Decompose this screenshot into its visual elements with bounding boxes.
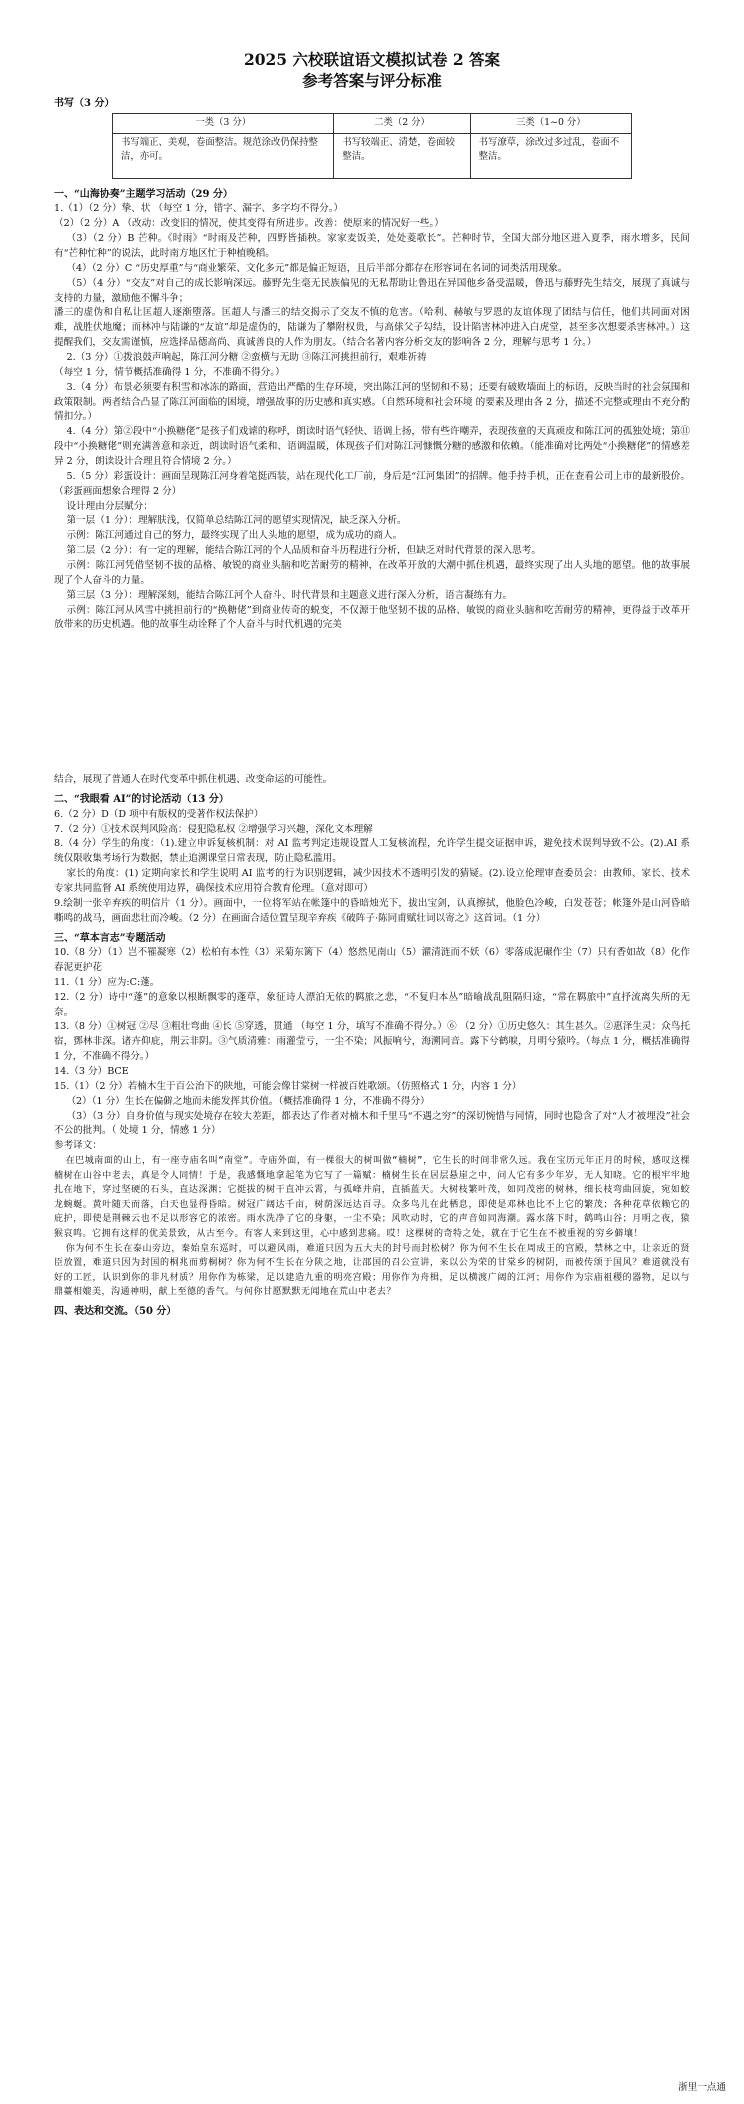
answer-paragraph: 第二层（2 分）：有一定的理解，能结合陈江河的个人品质和奋斗历程进行分析，但缺乏对时代背景的深入思考。 bbox=[66, 545, 541, 557]
answer-paragraph: 8.（4 分）学生的角度：（1).建立申诉复核机制：对 AI 监考判定违规设置人工复核流程，允许学生提交证据申诉，避免技术误判导致不公。(2).AI 系统仅限收集考场行为数据，禁止追溯课堂日常表现，防止隐私滥用。 bbox=[54, 838, 690, 865]
answer-paragraph: （3）（2 分）B 芒种。《时雨》“时雨及芒种，四野皆插秧。家家麦饭美，处处菱歌长”。芒种时节，全国大部分地区进入夏季，雨水增多，民间有“芒种忙种”的说法，此时南方地区忙于种植晚稻。 bbox=[54, 233, 690, 259]
answer-paragraph: 12.（2 分）诗中“蓬”的意象以根断飘零的蓬草，象征诗人漂泊无依的羁旅之悲，“不复归本丛”暗喻战乱阻隔归途，“常在羁旅中”直抒流离失所的无奈。 bbox=[54, 991, 690, 1018]
handwriting-col-2: 二类（2 分） bbox=[334, 114, 470, 134]
footer-watermark-label: 浙里一点通 bbox=[678, 2082, 726, 2094]
answer-paragraph: 6.（2 分）D（D 项中有版权的受著作权法保护） bbox=[54, 808, 264, 820]
answer-paragraph: 第一层（1 分）：理解肤浅，仅简单总结陈江河的愿望实现情况，缺乏深入分析。 bbox=[66, 515, 407, 527]
section-heading: 一、“山海协奏”主题学习活动（29 分） bbox=[54, 188, 233, 200]
section-heading: 三、“草本言志”专题活动 bbox=[54, 932, 166, 944]
answer-paragraph: （5）（4 分）“交友”对自己的成长影响深远。藤野先生毫无民族偏见的无私帮助让鲁迅在异国他乡备受温暖，鲁迅与藤野先生结交，展现了真诚与支持的力量，激励他不懈斗争； bbox=[54, 277, 690, 304]
answer-paragraph: 在巴城南面的山上，有一座寺庙名叫“南堂”。寺庙外面，有一棵很大的树叫做“楠树”，它生长的时间非常久远。我在宝历元年正月的时候，感叹这棵楠树在山谷中老去，真是令人同情！于是，我感慨地拿起笔为它写了一篇赋：楠树生长在居层悬崖之中，问人它有多少年岁，无人知晓。它的根牢牢地扎在地下，穿过坚硬的石头，直达深渊；它挺拔的树干直冲云霄，与孤峰并肩，直插蓝天。大树枝繁叶茂，如同茂密的树林，细长枝弯曲回旋，宛如蛟龙蜿蜒。黄叶随天而落，白天也显得昏暗。树冠广阔达千亩，树荫深远达百寻。众多鸟儿在此栖息，即使是邓林也比不上它的繁茂；各种花草依赖它的庇护，即使是荆棘云也不足以形容它的浓密。雨水洗净了它的身躯，一尘不染；风吹动时，它的声音如同海潮。露水落下时，鹤鸣山谷；月明之夜，猿猴哀鸣。它拥有这样的优美景致，从古至今。有客人来到这里，心中感到悲痛。哎！这棵树的奇特之处，就在于它生在不被重视的穷乡僻壤！ bbox=[54, 1156, 690, 1239]
page-subtitle: 参考答案与评分标准 bbox=[302, 70, 442, 90]
answer-paragraph: （2）（2 分）A （改动：改变旧的情况，使其变得有所进步。改善：使原来的情况好一些。） bbox=[54, 218, 444, 230]
answer-paragraph: 参考译文： bbox=[54, 1140, 102, 1152]
answer-paragraph: （3）（3 分）自身价值与现实处境存在较大差距，都表达了作者对楠木和千里马“不遇之穷”的深切惋惜与同情，同时也隐含了对“人才被埋没”社会不公的批判。（ 处境 1 分，情感 1 分） bbox=[54, 1110, 690, 1137]
answer-paragraph: （每空 1 分，情节概括准确得 1 分，不准确不得分。） bbox=[54, 366, 285, 378]
answer-paragraph: 示例：陈江河从风雪中挑担前行的“换糖佬”到商业传奇的蜕变，不仅源于他坚韧不拔的品格、敏锐的商业头脑和吃苦耐劳的精神，更得益于改革开放带来的历史机遇。他的故事生动诠释了个人奋斗与时代机遇的完美 bbox=[54, 604, 690, 631]
answer-paragraph: 10.（8 分）（1）岂不罹凝寒（2）松柏有本性（3）采菊东篱下（4）悠然见南山（5）濯清涟而不妖（6）零落成泥碾作尘（7）只有香如故（8）化作春泥更护花 bbox=[54, 947, 690, 973]
answer-paragraph: （4）（2 分）C “历史厚重”与“商业繁荣、文化多元”都是偏正短语，且后半部分都存在形容词在名词的词类活用现象。 bbox=[66, 262, 568, 274]
handwriting-label: 书写（3 分） bbox=[54, 97, 115, 109]
answer-paragraph: 示例：陈江河凭借坚韧不拔的品格、敏锐的商业头脑和吃苦耐劳的精神，在改革开放的大潮中抓住机遇，最终实现了出人头地的愿望。他的故事展现了个人奋斗的力量。 bbox=[54, 560, 690, 586]
answer-paragraph: 潘三的虚伪和自私让匡超人逐渐堕落。匡超人与潘三的结交揭示了交友不慎的危害。（哈利、赫敏与罗恩的友谊体现了团结与信任，他们共同面对困难，战胜伏地魔；而林冲与陆谦的“友谊”却是虚伪的，陆谦为了攀附权贵，与高俅父子勾结，设计陷害林冲进入白虎堂，甚至多次想要杀害林冲。）这提醒我们，交友需谨慎，应选择品德高尚、真诚善良的人作为朋友。（结合名著内容分析交友的影响各 2 分，理解与思考 1 分。） bbox=[54, 307, 690, 349]
blank-space bbox=[54, 633, 690, 773]
answer-body bbox=[54, 187, 690, 1319]
answer-paragraph: 11.（1 分）应为:C:蓬。 bbox=[54, 976, 160, 988]
answer-paragraph: 5.（5 分）彩蛋设计：画面呈现陈江河身着笔挺西装，站在现代化工厂前，身后是“江河集团”的招牌。他手持手机，正在查看公司上市的最新股价。（彩蛋画面想象合理得 2 分） bbox=[54, 470, 690, 497]
answer-paragraph: 15.（1）（2 分）若楠木生于百公治下的陕地，可能会像甘棠树一样被百姓歌颂。（仿照格式 1 分，内容 1 分） bbox=[54, 1080, 522, 1092]
answer-paragraph: 4.（4 分）第②段中“小换糖佬”是孩子们戏谑的称呼，朗读时语气轻快、语调上扬，带有些许嘲弄，表现孩童的天真顽皮和陈江河的孤独处境；第⑪段中“小换糖佬”则充满善意和亲近，朗读时语气柔和、语调温暖，体现孩子们对陈江河慷慨分糖的感激和依赖。（能准确对比两处“小换糖佬”的情感差异 2 分，朗读设计合理且符合情境 2 分。） bbox=[54, 426, 690, 468]
handwriting-col-1: 一类（3 分） bbox=[113, 114, 334, 134]
handwriting-cell-3: 书写潦草，涂改过多过乱，卷面不整洁。 bbox=[470, 133, 631, 178]
answer-paragraph: 2.（3 分）①拨浪鼓声响起，陈江河分糖 ②蛮横与无助 ③陈江河挑担前行，艰难祈祷 bbox=[66, 352, 427, 364]
answer-paragraph: 13.（8 分）①树冠 ②尽 ③粗壮弯曲 ④长 ⑤穿透，贯通 （每空 1 分，填写不准确不得分。）⑥ （2 分）①历史悠久：其生甚久。②惠泽生灵：众鸟托宿，鄧林非深。诸卉仰庇，荆云非阴。③气质清雅：雨灌莹亏，一尘不染；风振响兮，海溯同音。露下兮鹤唳，月明兮猿吟。（每点 1 分，概括准确得 1 分，不准确不得分。） bbox=[54, 1021, 690, 1063]
answer-paragraph: 9.绘制一张辛弃疾的明信片（1 分）。画面中，一位将军站在帐篷中的昏暗烛光下，拔出宝剑，认真擦拭，他脸色冷峻，白发苍苍；帐篷外是山河昏暗嘶鸣的战马，画面悲壮而冷峻。（2 分）在画面合适位置呈现辛弃疾《破阵子·陈同甫赋壮词以寄之》这首词。（1 分） bbox=[54, 897, 690, 924]
answer-paragraph: 设计理由分层赋分： bbox=[66, 500, 153, 512]
answer-paragraph: 第三层（3 分）：理解深刻，能结合陈江河个人奋斗、时代背景和主题意义进行深入分析，语言凝练有力。 bbox=[66, 589, 513, 601]
section-heading: 二、“我眼看 AI”的讨论活动（13 分） bbox=[54, 794, 229, 806]
handwriting-table-header bbox=[113, 114, 632, 134]
answer-paragraph: 1.（1）（2 分）挚、状 （每空 1 分，错字、漏字、多字均不得分。） bbox=[54, 203, 344, 215]
answer-paragraph: 7.（2 分）①技术误判风险高：侵犯隐私权 ②增强学习兴趣，深化文本理解 bbox=[54, 823, 373, 835]
answer-paragraph: 示例：陈江河通过自己的努力，最终实现了出人头地的愿望，成为成功的商人。 bbox=[66, 530, 403, 542]
answer-paragraph: 结合，展现了普通人在时代变革中抓住机遇、改变命运的可能性。 bbox=[54, 774, 333, 786]
handwriting-cell-2: 书写较端正、清楚，卷面较整洁。 bbox=[334, 133, 470, 178]
answer-paragraph: （2）（1 分）生长在偏僻之地而未能发挥其价值。（概括准确得 1 分，不准确不得分） bbox=[66, 1095, 430, 1107]
answer-paragraph: 家长的角度：(1) 定期向家长和学生说明 AI 监考的行为识别逻辑，减少因技术不透明引发的猜疑。(2).设立伦理审查委员会：由教师、家长、技术专家共同监督 AI 系统使用边界，确保技术应用符合教育伦理。（意对即可） bbox=[54, 868, 690, 894]
answer-paragraph: 你为何不生长在泰山旁边，秦始皇东巡时，可以避风雨，难道只因为五大夫的封号而封松树？你为何不生长在周成王的宫殿，禁林之中，让亲近的贤臣放置，难道只因为封国的桐兆而剪桐树？你为何不生长在分陕之地，让邵国的召公宣讲，来以公为荣的甘棠乡的树阴，而被传颂于国风？难道就没有好的工匠，认识到你的非凡材质？用你作为栋梁，足以建造九重的明亮宫殿；用你作为舟楫，足以横渡广阔的江河；用你作为宗庙祖稷的器物，足以与鼎薹相媲美，沟通神明，献上至德的香气。与何你甘愿默默无闻地在荒山中老去？ bbox=[54, 1243, 690, 1298]
section-heading: 四、表达和交流。（50 分） bbox=[54, 1305, 177, 1317]
answer-paragraph: 14.（3 分）BCE bbox=[54, 1065, 129, 1077]
answer-paragraph: 3.（4 分）布景必须要有积雪和冰冻的路面，营造出严酷的生存环境，突出陈江河的坚韧和不易；还要有破败墙面上的标语，反映当时的社会氛围和政策限制。两者结合凸显了陈江河面临的困境，增强故事的历史感和真实感。（自然环境和社会环境 的要素及理由各 2 分，描述不完整或理由不充分酌情扣分。） bbox=[54, 381, 690, 423]
handwriting-table-row bbox=[113, 133, 632, 178]
page-title: 2025 六校联谊语文模拟试卷 2 答案 bbox=[243, 50, 501, 69]
handwriting-cell-1: 书写端正、美观，卷面整洁。规范涂改仍保持整洁，亦可。 bbox=[113, 133, 334, 178]
handwriting-table bbox=[112, 113, 632, 179]
handwriting-col-3: 三类（1~0 分） bbox=[470, 114, 631, 134]
